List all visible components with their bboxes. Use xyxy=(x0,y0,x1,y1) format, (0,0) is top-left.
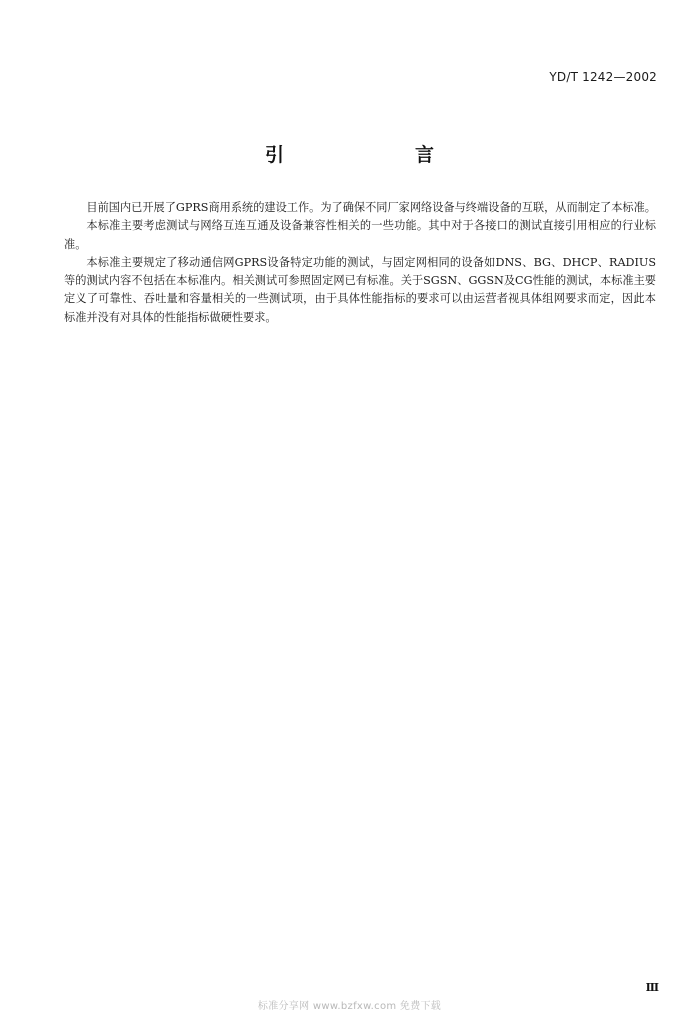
paragraph-3: 本标准主要规定了移动通信网GPRS设备特定功能的测试，与固定网相同的设备如DNS、BG、DHCP、RADIUS等的测试内容不包括在本标准内。相关测试可参照固定网已有标准。关于SGSN、GGSN及CG性能的测试，本标准主要定义了可靠性、吞吐量和容量相关的一些测试项，由于具体性能指标的要求可以由运营者视具体组网要求而定，因此本标准并没有对具体的性能指标做硬性要求。 xyxy=(64,255,656,324)
page-number: Ⅲ xyxy=(645,981,659,994)
watermark: 标准分享网 www.bzfxw.com 免费下载 xyxy=(257,1001,442,1012)
paragraph-1: 目前国内已开展了GPRS商用系统的建设工作。为了确保不同厂家网络设备与终端设备的互联，从而制定了本标准。 xyxy=(86,201,656,214)
page-title: 引 言 xyxy=(264,144,490,166)
body-text xyxy=(64,199,656,327)
standard-code: YD/T 1242—2002 xyxy=(549,70,657,84)
paragraph-2: 本标准主要考虑测试与网络互连互通及设备兼容性相关的一些功能。其中对于各接口的测试直接引用相应的行业标准。 xyxy=(64,219,656,251)
